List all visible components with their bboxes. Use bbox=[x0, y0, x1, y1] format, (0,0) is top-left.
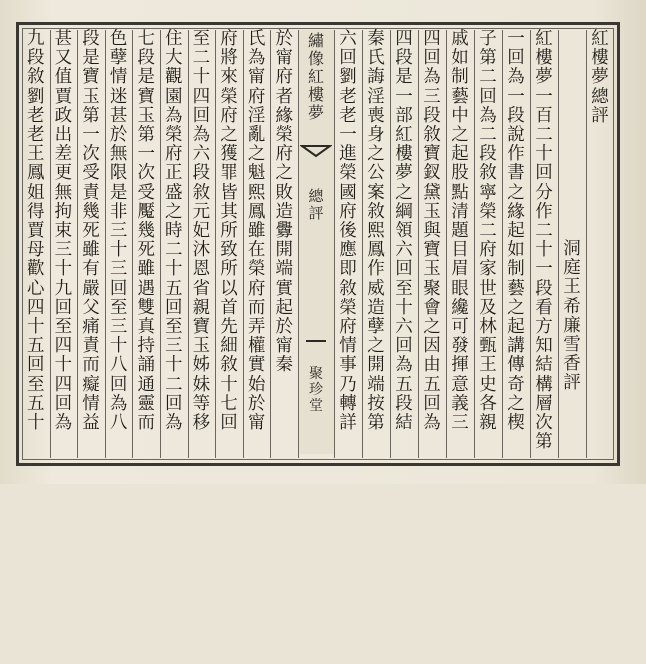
text-column: 洞 庭 王 希 廉 雪 香 評 bbox=[563, 239, 581, 394]
text-column: 九 段 敘 劉 老 老 王 鳳 姐 得 賈 母 歡 心 四 十 五 回 至 五 十 bbox=[27, 29, 45, 434]
text-column: 色 孽 情 迷 甚 於 無 限 是 非 三 十 三 回 至 三 十 八 回 為 八 bbox=[109, 29, 128, 434]
text-column: 氏 為 甯 府 淫 亂 之 魁 熙 鳳 雖 在 榮 府 而 弄 權 實 始 於 甯 bbox=[247, 29, 266, 434]
text-column: 至 二 十 四 回 為 六 段 敘 元 妃 沐 恩 省 親 寶 玉 姊 妹 等 移 bbox=[192, 29, 211, 434]
column-rule bbox=[362, 30, 363, 458]
text-column: 子 第 二 回 為 二 段 敘 寧 榮 二 府 家 世 及 林 甄 王 史 各 親 bbox=[479, 29, 497, 434]
centre-publisher: 聚 珍 堂 bbox=[309, 366, 323, 414]
text-column: 紅 樓 夢 總 評 bbox=[591, 29, 609, 126]
column-rule bbox=[586, 30, 587, 458]
text-column: 四 回 為 三 段 敘 寶 釵 黛 玉 與 寶 玉 聚 會 之 因 由 五 回 為 bbox=[423, 29, 441, 434]
centre-book-title: 繡 像 紅 樓 夢 bbox=[307, 31, 324, 122]
column-rule bbox=[558, 30, 559, 458]
text-column: 一 回 為 一 段 說 作 書 之 緣 起 如 制 藝 之 起 講 傳 奇 之 楔 bbox=[507, 29, 525, 434]
column-rule bbox=[418, 30, 419, 458]
text-column: 六 回 劉 老 老 一 進 榮 國 府 後 應 即 敘 榮 府 情 事 乃 轉 詳 bbox=[339, 29, 357, 434]
column-rule bbox=[474, 30, 475, 458]
fishtail-mark-icon bbox=[300, 144, 332, 158]
text-column: 戚 如 制 藝 中 之 起 股 點 清 題 目 眉 眼 纔 可 發 揮 意 義 三 bbox=[451, 29, 469, 434]
column-rule bbox=[22, 30, 23, 458]
text-column: 府 將 來 榮 府 之 獲 罪 皆 其 所 致 所 以 首 先 細 敘 十 七 回 bbox=[220, 29, 238, 434]
text-column: 四 段 是 一 部 紅 樓 夢 之 綱 領 六 回 至 十 六 回 為 五 段 結 bbox=[395, 29, 413, 434]
text-column: 住 大 觀 園 為 榮 府 正 盛 之 時 二 十 五 回 至 三 十 二 回 為 bbox=[165, 29, 183, 434]
centre-rule bbox=[334, 30, 335, 458]
column-rule bbox=[502, 30, 503, 458]
column-rule bbox=[446, 30, 447, 458]
text-column: 七 段 是 寶 玉 第 一 次 受 魘 幾 死 雖 遇 雙 真 持 誦 通 靈 而 bbox=[137, 29, 155, 434]
column-rule bbox=[390, 30, 391, 458]
centre-section-label: 總 評 bbox=[308, 187, 324, 222]
centre-page-mark bbox=[306, 340, 326, 342]
text-column: 秦 氏 誨 淫 喪 身 之 公 案 敘 熙 鳳 作 威 造 孽 之 開 端 按 第 bbox=[367, 29, 385, 434]
text-column: 甚 又 值 賈 政 出 差 更 無 拘 束 三 十 九 回 至 四 十 四 回 為 bbox=[54, 29, 73, 434]
text-column: 於 甯 府 者 緣 榮 府 之 敗 造 釁 開 端 實 起 於 甯 秦 bbox=[275, 29, 293, 376]
text-column: 紅 樓 夢 一 百 二 十 回 分 作 二 十 一 段 看 方 知 結 構 層 次 第 bbox=[535, 29, 553, 453]
column-rule bbox=[530, 30, 531, 458]
text-column: 段 是 寶 玉 第 一 次 受 責 幾 死 雖 有 嚴 父 痛 責 而 癡 情 益 bbox=[82, 29, 100, 434]
centre-rule bbox=[298, 30, 299, 458]
